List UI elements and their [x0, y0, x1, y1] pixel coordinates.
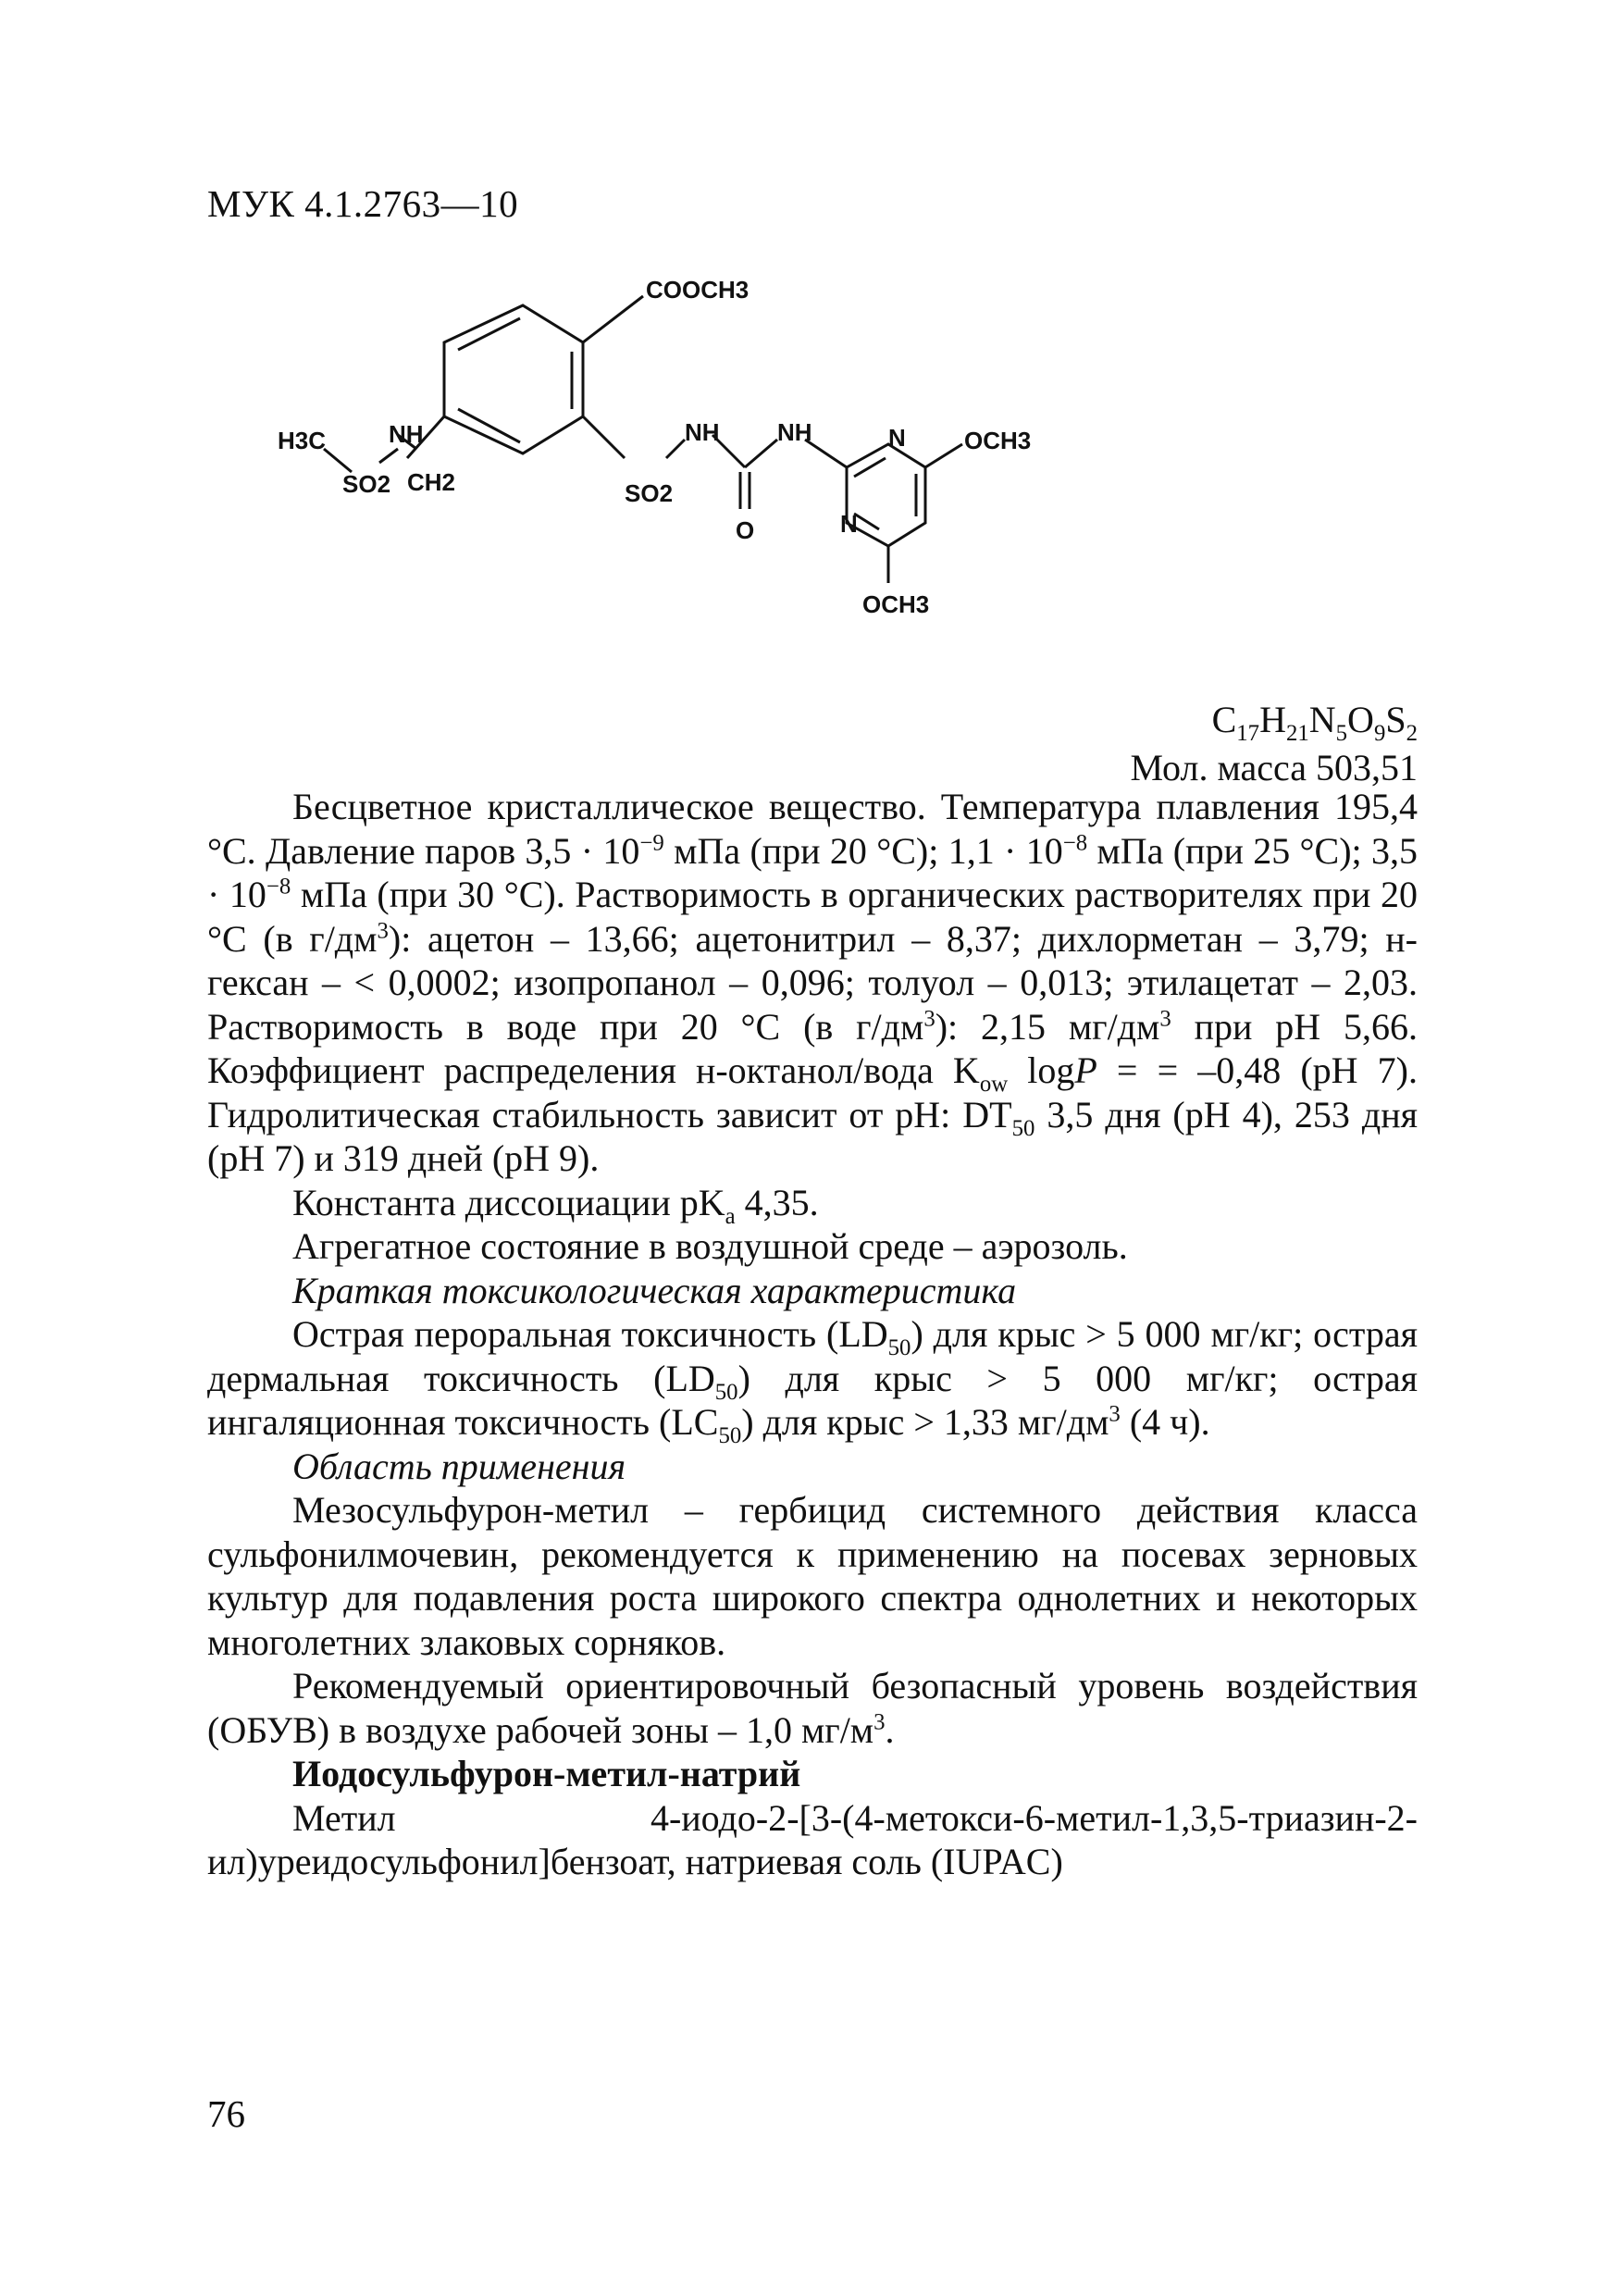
label-cooch3: COOCH3 [646, 278, 750, 304]
dissociation-paragraph: Константа диссоциации $рK_a$ 4,35. [292, 1181, 819, 1229]
molecular-formula: $C_{17}H_{21}N_5O_9S_2$ [1211, 699, 1418, 746]
aggregate-state-paragraph: Агрегатное состояние в воздушной среде – аэрозоль. [292, 1225, 1128, 1267]
label-nh-right: NH [777, 418, 812, 446]
label-n-bottom: N [840, 510, 858, 538]
iupac-name-paragraph: Метил 4-иодо-2-[3-(4-метокси-6-метил-1,3,5-триазин-2-ил)уреидосульфонил]бензоат, натриевая соль (IUPAC) [207, 1796, 1418, 1882]
label-o: O [736, 516, 755, 544]
label-och3-bottom: OCH3 [862, 590, 930, 618]
label-h3c: H3C [278, 427, 327, 454]
label-och3-right: OCH3 [964, 427, 1032, 454]
label-n-top: N [888, 424, 906, 452]
molecular-mass: Мол. масса 503,51 [1130, 747, 1418, 788]
application-heading: Область применения [292, 1445, 626, 1487]
chemical-structure-diagram [278, 278, 1388, 703]
page-number: 76 [207, 2092, 245, 2135]
toxicity-paragraph: Острая пероральная токсичность $(LD_{50})$ для крыс > 5 000 мг/кг; острая дермальная токсичность $(LD_{50})$ для крыс > 5 000 мг/кг; острая ингаляционная токсичность $(LC_{50})$ для крыс > 1,33 $мг/дм^3$ (4 ч). [207, 1313, 1419, 1448]
pyrimidine-ring [847, 444, 925, 546]
body-text [207, 785, 1418, 1884]
label-ch2: CH2 [407, 468, 456, 496]
label-so2-left: SO2 [342, 470, 391, 498]
formula-block [1130, 696, 1418, 792]
label-so2-mid: SO2 [625, 479, 674, 507]
label-nh-mid: NH [685, 418, 720, 446]
toxicology-heading: Краткая токсикологическая характеристика [292, 1269, 1017, 1311]
document-code: МУК 4.1.2763—10 [207, 182, 519, 225]
properties-paragraph: Бесцветное кристаллическое вещество. Температура плавления 195,4 °С. Давление паров $3,5 \cdot 10^{-9}$ мПа (при 20 °С); $1,1 \cdot 10^{-8}$ мПа (при 25 °С); $3,5 \cdot 10^{-8}$ мПа (при 30 °С). Растворимость в органических растворителях при 20 °С (в $г/дм^3$): ацетон – 13,66; ацетонитрил – 8,37; дихлорметан – 3,79; н-гексан – < 0,0002; изопропанол – 0,096; толуол – 0,013; этилацетат – 2,03. Растворимость в воде при 20 °С (в $г/дм^3$): 2,15 $мг/дм^3$ при рН 5,66. Коэффициент распределения н-октанол/вода $K_{ow}$ logP = = –0,48 (рН 7). Гидролитическая стабильность зависит от рН: $DT_{50}$ 3,5 дня (рН 4), 253 дня (рН 7) и 319 дней (рН 9). [207, 786, 1419, 1179]
benzene-ring [444, 305, 583, 453]
application-paragraph: Мезосульфурон-метил – гербицид системного действия класса сульфонилмочевин, рекомендуется к применению на посевах зерновых культур для подавления роста широкого спектра однолетних и некоторых многолетних злаковых сорняков. [207, 1489, 1418, 1663]
substance-title: Иодосульфурон-метил-натрий [292, 1753, 801, 1794]
label-nh-left: NH [389, 420, 424, 448]
obuv-paragraph: Рекомендуемый ориентировочный безопасный уровень воздействия (ОБУВ) в воздухе рабочей зоны – 1,0 $мг/м^3$. [207, 1665, 1418, 1751]
